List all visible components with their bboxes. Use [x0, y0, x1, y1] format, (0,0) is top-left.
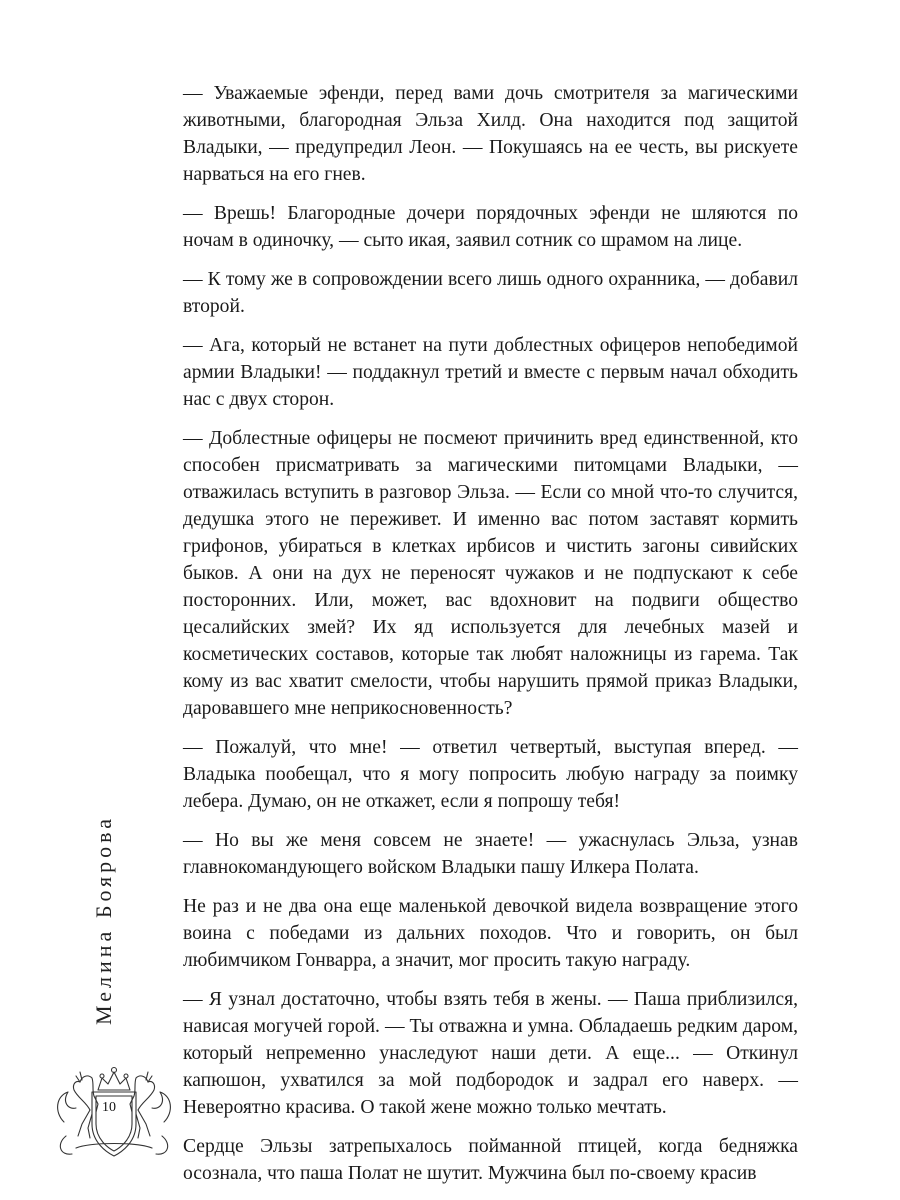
paragraph: — Пожалуй, что мне! — ответил четвертый, выступая вперед. — Владыка пообещал, что я могу попросить любую награду за поимку лебера. Думаю, он не откажет, если я попрошу тебя!: [183, 737, 798, 812]
running-head-author: Мелина Боярова: [91, 814, 116, 1025]
paragraph: — Но вы же меня совсем не знаете! — ужаснулась Эльза, узнав главнокомандующего войском Владыки пашу Илкера Полата.: [183, 830, 798, 878]
paragraph: Не раз и не два она еще маленькой девочкой видела возвращение этого воина с победами из дальних походов. Что и говорить, он был любимчиком Гонварра, а значит, мог просить такую награду.: [183, 896, 798, 971]
paragraph: — Врешь! Благородные дочери порядочных эфенди не шляются по ночам в одиночку, — сыто икая, заявил сотник со шрамом на лице.: [183, 203, 798, 251]
body-text: [183, 80, 798, 1199]
paragraph: — Я узнал достаточно, чтобы взять тебя в жены. — Паша приблизился, нависая могучей горой. — Ты отважна и умна. Обладаешь редким даром, который непременно унаследуют наши дети. А еще... — Откинул капюшон, ухватился за мой подбородок и задрал его наверх. — Невероятно красива. О такой жене можно только мечтать.: [183, 989, 798, 1118]
page-number: 10: [102, 1100, 116, 1115]
paragraph: Сердце Эльзы затрепыхалось пойманной птицей, когда бедняжка осознала, что паша Полат не шутит. Мужчина был по-своему красив: [183, 1136, 798, 1184]
paragraph: — Уважаемые эфенди, перед вами дочь смотрителя за магическими животными, благородная Эльза Хилд. Она находится под защитой Владыки, — предупредил Леон. — Покушаясь на ее честь, вы рискуете нарваться на его гнев.: [183, 83, 798, 185]
paragraph: — К тому же в сопровождении всего лишь одного охранника, — добавил второй.: [183, 269, 798, 317]
paragraph: — Доблестные офицеры не посмеют причинить вред единственной, кто способен присматривать за магическими питомцами Владыки, — отважилась вступить в разговор Эльза. — Если со мной что-то случится, дедушка этого не переживет. И именно вас потом заставят кормить грифонов, убираться в клетках ирбисов и чистить загоны сивийских быков. А они на дух не переносят чужаков и не подпускают к себе посторонних. Или, может, вас вдохновит на подвиги общество цесалийских змей? Их яд используется для лечебных мазей и косметических составов, которые так любят наложницы из гарема. Так кому из вас хватит смелости, чтобы нарушить прямой приказ Владыки, даровавшего мне неприкосновенность?: [183, 428, 798, 719]
paragraph: — Ага, который не встанет на пути доблестных офицеров непобедимой армии Владыки! — поддакнул третий и вместе с первым начал обходить нас с двух сторон.: [183, 335, 798, 410]
